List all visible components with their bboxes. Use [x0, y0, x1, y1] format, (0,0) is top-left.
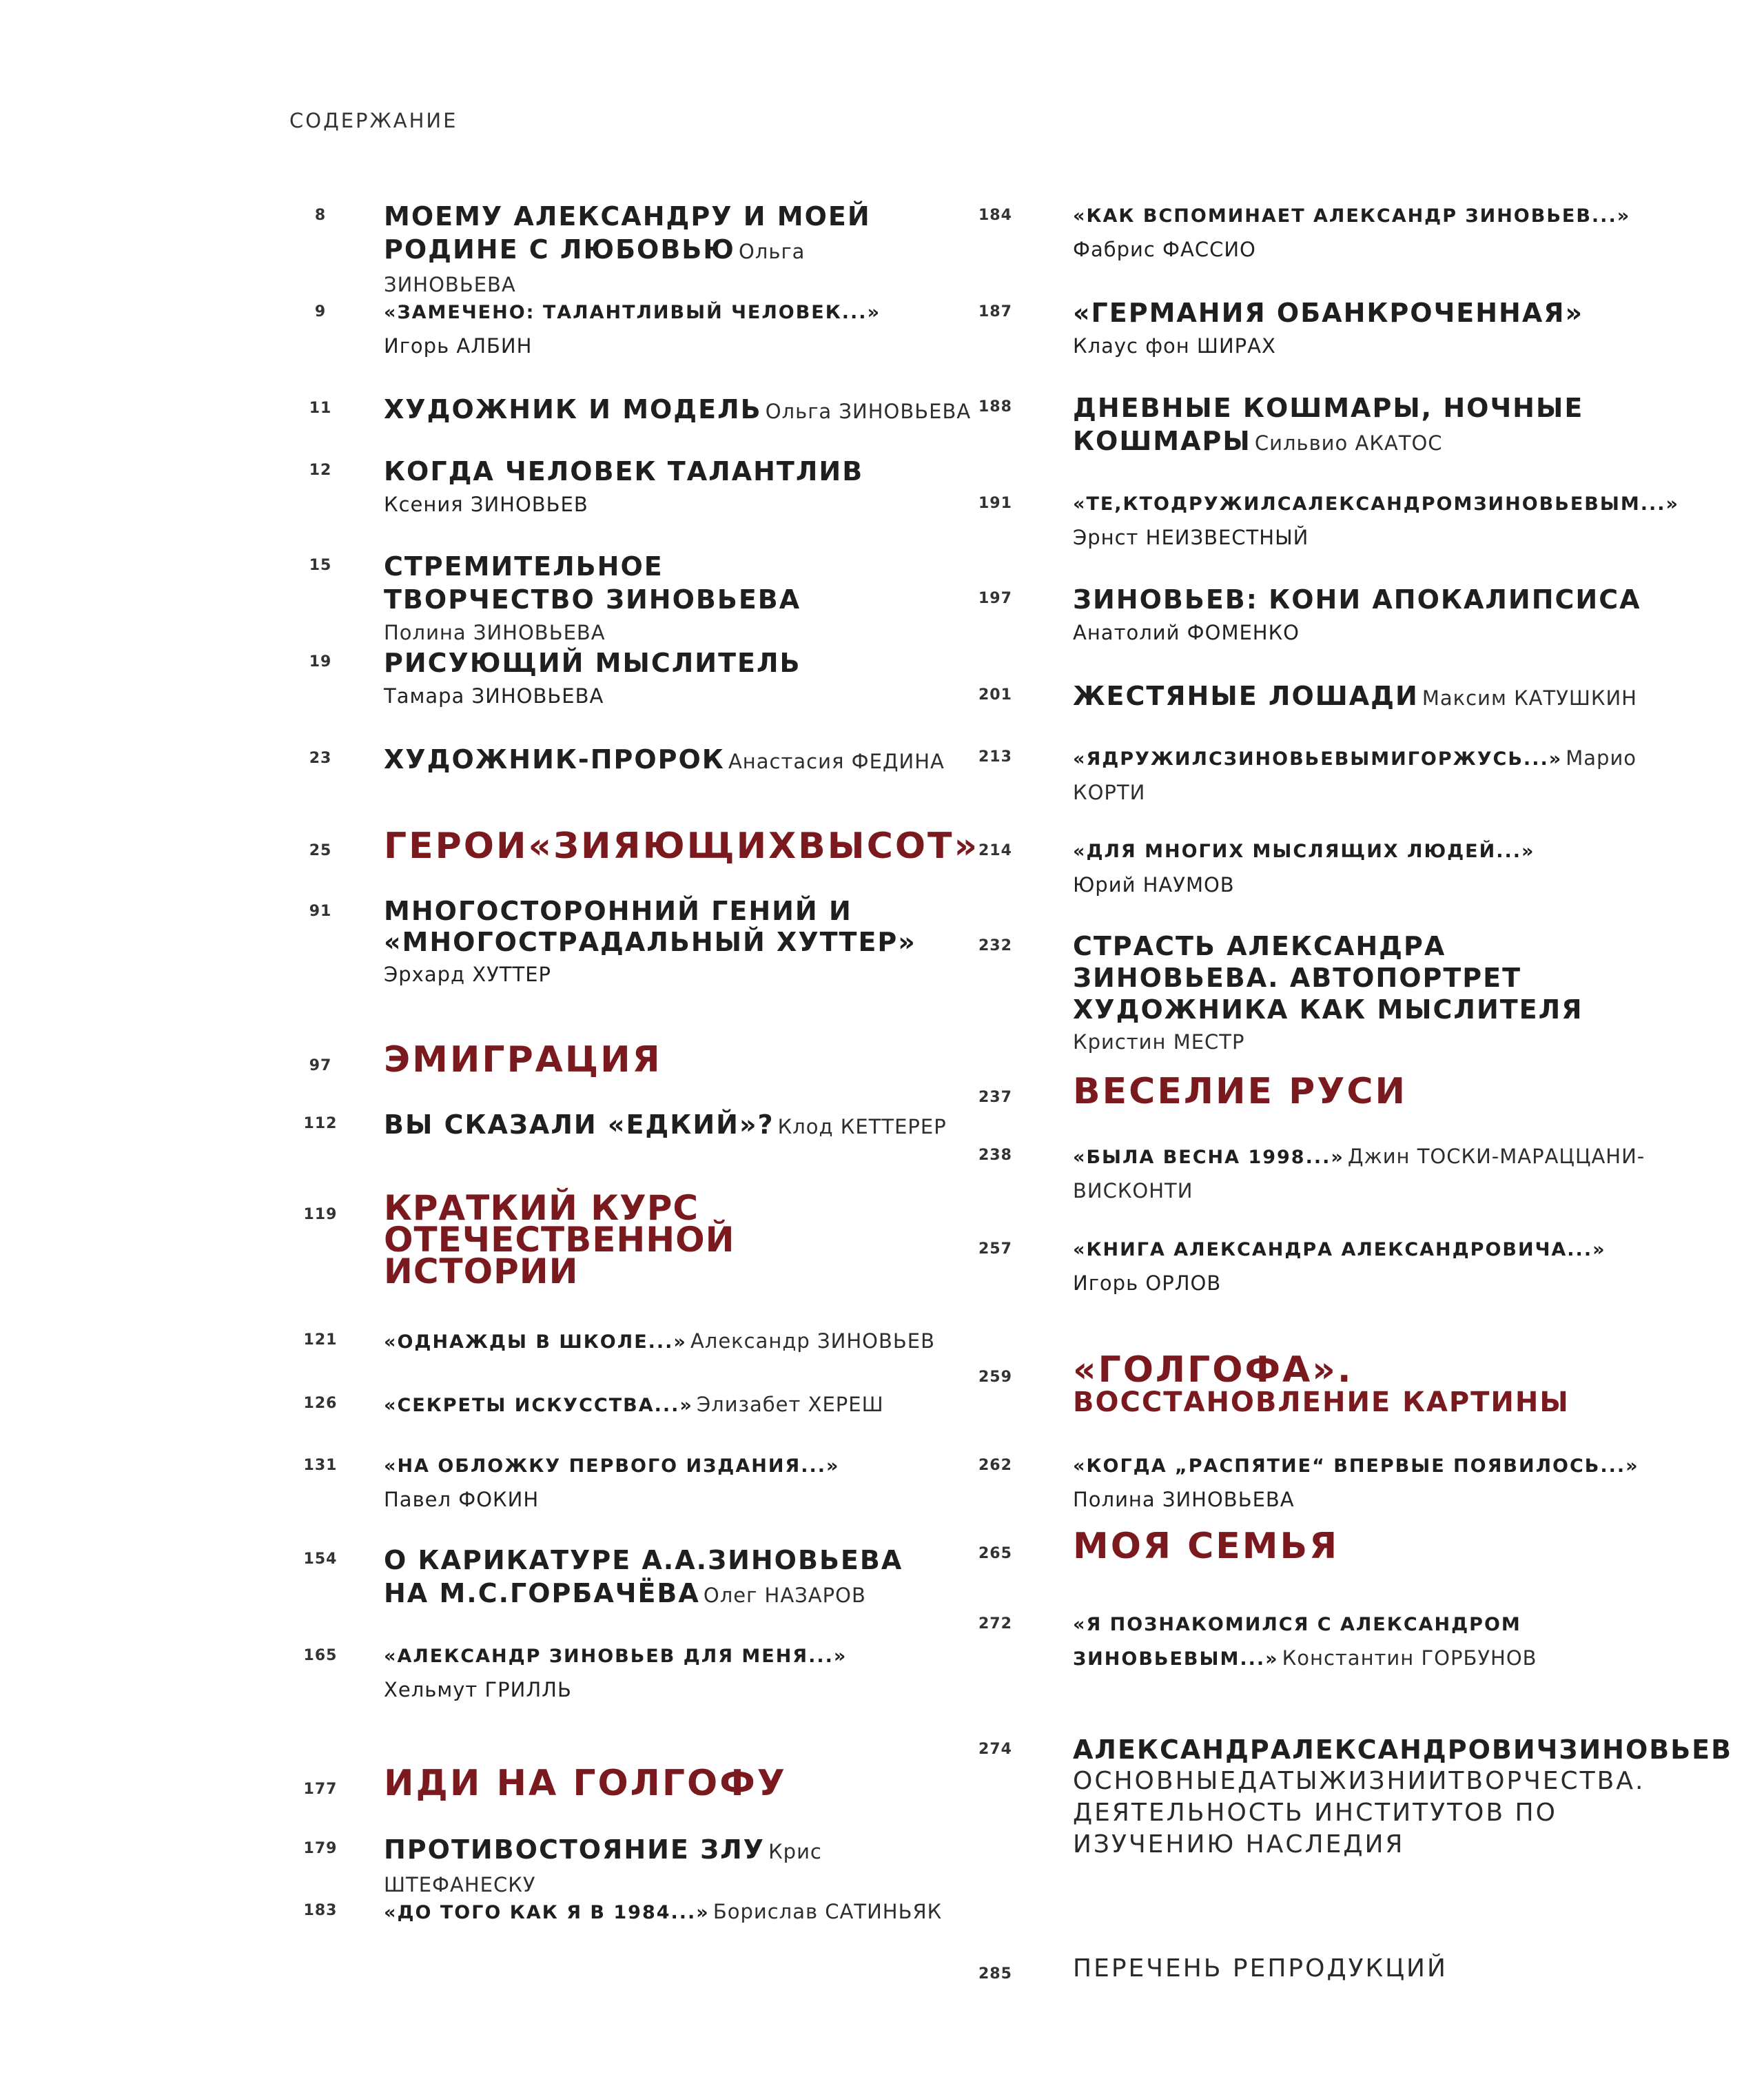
page-number: 188 — [978, 398, 1012, 416]
page-number: 97 — [309, 1057, 332, 1074]
entry-author: Анатолий ФОМЕНКО — [1073, 621, 1300, 644]
page-number: 9 — [314, 303, 327, 320]
page-number: 112 — [303, 1115, 338, 1132]
page-number: 12 — [309, 462, 332, 479]
entry-author: Хельмут ГРИЛЛЬ — [384, 1678, 572, 1701]
entry-title: МНОГОСТОРОННИЙ ГЕНИЙ И «МНОГОСТРАДАЛЬНЫЙ ХУТТЕР» — [384, 896, 916, 957]
entry-title: «НА ОБЛОЖКУ ПЕРВОГО ИЗДАНИЯ...» — [384, 1455, 840, 1477]
page-number: 23 — [309, 750, 332, 767]
section-title: ВЕСЕЛИЕ РУСИ — [1073, 1071, 1408, 1112]
entry-author: Марио КОРТИ — [1073, 746, 1637, 804]
entry-title: МОЕМУ АЛЕКСАНДРУ И МОЕЙ РОДИНЕ С ЛЮБОВЬЮ — [384, 201, 871, 265]
entry-author: Полина ЗИНОВЬЕВА — [1073, 1488, 1295, 1511]
page-number: 274 — [978, 1741, 1012, 1758]
page-number: 126 — [303, 1395, 338, 1412]
page-number: 262 — [978, 1457, 1012, 1474]
page-number: 187 — [978, 303, 1012, 320]
page-number: 201 — [978, 686, 1012, 704]
section-subtitle: ОСНОВНЫЕДАТЫЖИЗНИИТВОРЧЕСТВА. ДЕЯТЕЛЬНОСТЬ ИНСТИТУТОВ ПО ИЗУЧЕНИЮ НАСЛЕДИЯ — [1073, 1767, 1645, 1859]
page-number: 238 — [978, 1147, 1012, 1164]
section-title: ГЕРОИ«ЗИЯЮЩИХВЫСОТ» — [384, 826, 980, 867]
entry-author: Клаус фон ШИРАХ — [1073, 334, 1276, 358]
section-title: АЛЕКСАНДРАЛЕКСАНДРОВИЧЗИНОВЬЕВ — [1073, 1734, 1733, 1765]
entry-title: «КНИГА АЛЕКСАНДРА АЛЕКСАНДРОВИЧА...» — [1073, 1239, 1606, 1260]
entry-title: СТРЕМИТЕЛЬНОЕ ТВОРЧЕСТВО ЗИНОВЬЕВА — [384, 551, 801, 615]
page-number: 213 — [978, 748, 1012, 766]
entry-author: Кристин МЕСТР — [1073, 1030, 1245, 1054]
entry-author: Константин ГОРБУНОВ — [1282, 1646, 1537, 1670]
section-title: МОЯ СЕМЬЯ — [1073, 1526, 1340, 1567]
entry-title: «ДО ТОГО КАК Я В 1984...» — [384, 1902, 710, 1923]
entry-author: Полина ЗИНОВЬЕВА — [384, 621, 606, 644]
section-title: КРАТКИЙ КУРС ОТЕЧЕСТВЕННОЙ ИСТОРИИ — [384, 1188, 735, 1291]
section-title: ЭМИГРАЦИЯ — [384, 1039, 662, 1081]
entry-author: Фабрис ФАССИО — [1073, 238, 1256, 261]
entry-title: «ТЕ,КТОДРУЖИЛСАЛЕКСАНДРОМЗИНОВЬЕВЫМ...» — [1073, 493, 1679, 515]
entry-author: Анастасия ФЕДИНА — [728, 750, 945, 773]
page-number: 184 — [978, 207, 1012, 224]
entry-author: Ольга ЗИНОВЬЕВА — [384, 240, 806, 296]
page-number: 265 — [978, 1545, 1012, 1562]
page-number: 119 — [303, 1206, 338, 1223]
entry-title: «ГЕРМАНИЯ ОБАНКРОЧЕННАЯ» — [1073, 298, 1584, 328]
page-number: 165 — [303, 1647, 338, 1664]
entry-author: Клод КЕТТЕРЕР — [777, 1115, 947, 1138]
entry-author: Эрхард ХУТТЕР — [384, 963, 552, 986]
entry-title: ДНЕВНЫЕ КОШМАРЫ, НОЧНЫЕ КОШМАРЫ — [1073, 393, 1584, 456]
page-number: 131 — [303, 1457, 338, 1474]
page-number: 197 — [978, 590, 1012, 607]
entry-title: «СЕКРЕТЫ ИСКУССТВА...» — [384, 1395, 693, 1416]
page-number: 191 — [978, 495, 1012, 512]
entry-title: «КОГДА „РАСПЯТИЕ“ ВПЕРВЫЕ ПОЯВИЛОСЬ...» — [1073, 1455, 1639, 1477]
entry-author: Эрнст НЕИЗВЕСТНЫЙ — [1073, 526, 1309, 549]
entry-title: ПРОТИВОСТОЯНИЕ ЗЛУ — [384, 1834, 765, 1865]
entry-title: О КАРИКАТУРЕ А.А.ЗИНОВЬЕВА НА М.С.ГОРБАЧЁВА — [384, 1545, 903, 1608]
entry-author: Павел ФОКИН — [384, 1488, 540, 1511]
entry-author: Ольга ЗИНОВЬЕВА — [765, 400, 972, 423]
entry-title: ВЫ СКАЗАЛИ «ЕДКИЙ»? — [384, 1109, 775, 1140]
entry-title: «КАК ВСПОМИНАЕТ АЛЕКСАНДР ЗИНОВЬЕВ...» — [1073, 205, 1631, 227]
entry-title: РИСУЮЩИЙ МЫСЛИТЕЛЬ — [384, 648, 801, 678]
entry-title: «ОДНАЖДЫ В ШКОЛЕ...» — [384, 1331, 687, 1353]
entry-author: Ксения ЗИНОВЬЕВ — [384, 493, 588, 516]
page-heading: СОДЕРЖАНИЕ — [289, 109, 458, 132]
entry-author: Александр ЗИНОВЬЕВ — [690, 1329, 935, 1353]
page-number: 179 — [303, 1840, 338, 1857]
page-number: 183 — [303, 1902, 338, 1919]
page-number: 19 — [309, 653, 332, 671]
page-number: 8 — [314, 207, 327, 224]
page-number: 259 — [978, 1369, 1012, 1386]
entry-author: Сильвио АКАТОС — [1254, 431, 1443, 455]
entry-title: «БЫЛА ВЕСНА 1998...» — [1073, 1147, 1344, 1168]
page-number: 154 — [303, 1550, 338, 1568]
page-number: 214 — [978, 842, 1012, 859]
entry-title: «ЯДРУЖИЛСЗИНОВЬЕВЫМИГОРЖУСЬ...» — [1073, 748, 1563, 770]
page-number: 15 — [309, 557, 332, 574]
entry-author: Борислав САТИНЬЯК — [712, 1900, 943, 1923]
page-number: 11 — [309, 400, 332, 417]
page-number: 285 — [978, 1965, 1012, 1983]
entry-title: «АЛЕКСАНДР ЗИНОВЬЕВ ДЛЯ МЕНЯ...» — [384, 1646, 848, 1667]
section-subtitle: ВОССТАНОВЛЕНИЕ КАРТИНЫ — [1073, 1386, 1570, 1418]
entry-title: ХУДОЖНИК И МОДЕЛЬ — [384, 394, 762, 424]
entry-title: «ЗАМЕЧЕНО: ТАЛАНТЛИВЫЙ ЧЕЛОВЕК...» — [384, 302, 881, 323]
entry-author: Юрий НАУМОВ — [1073, 873, 1235, 897]
page-number: 257 — [978, 1240, 1012, 1258]
entry-author: Джин ТОСКИ-МАРАЦЦАНИ-ВИСКОНТИ — [1073, 1145, 1645, 1202]
page-number: 177 — [303, 1781, 338, 1798]
entry-title: ХУДОЖНИК-ПРОРОК — [384, 744, 725, 775]
entry-author: Олег НАЗАРОВ — [703, 1584, 866, 1607]
page-number: 232 — [978, 937, 1012, 954]
entry-title: ПЕРЕЧЕНЬ РЕПРОДУКЦИЙ — [1073, 1954, 1448, 1983]
entry-title: СТРАСТЬ АЛЕКСАНДРА ЗИНОВЬЕВА. АВТОПОРТРЕТ ХУДОЖНИКА КАК МЫСЛИТЕЛЯ — [1073, 931, 1583, 1025]
section-title: ИДИ НА ГОЛГОФУ — [384, 1763, 787, 1804]
entry-title: ЖЕСТЯНЫЕ ЛОШАДИ — [1073, 681, 1419, 711]
page-number: 91 — [309, 903, 332, 920]
entry-author: Максим КАТУШКИН — [1422, 686, 1637, 710]
page-number: 272 — [978, 1615, 1012, 1632]
entry-author: Игорь ОРЛОВ — [1073, 1271, 1222, 1295]
entry-author: Элизабет ХЕРЕШ — [696, 1393, 884, 1416]
entry-author: Крис ШТЕФАНЕСКУ — [384, 1840, 822, 1896]
section-title: «ГОЛГОФА». — [1073, 1349, 1353, 1391]
entry-title: «ДЛЯ МНОГИХ МЫСЛЯЩИХ ЛЮДЕЙ...» — [1073, 841, 1535, 862]
entry-title: КОГДА ЧЕЛОВЕК ТАЛАНТЛИВ — [384, 456, 864, 487]
entry-author: Тамара ЗИНОВЬЕВА — [384, 684, 604, 708]
entry-author: Игорь АЛБИН — [384, 334, 533, 358]
entry-title: ЗИНОВЬЕВ: КОНИ АПОКАЛИПСИСА — [1073, 584, 1641, 615]
entry-title: «Я ПОЗНАКОМИЛСЯ С АЛЕКСАНДРОМ ЗИНОВЬЕВЫМ...» — [1073, 1614, 1521, 1670]
page-number: 121 — [303, 1331, 338, 1349]
page-number: 25 — [309, 842, 332, 859]
page-number: 237 — [978, 1089, 1012, 1106]
